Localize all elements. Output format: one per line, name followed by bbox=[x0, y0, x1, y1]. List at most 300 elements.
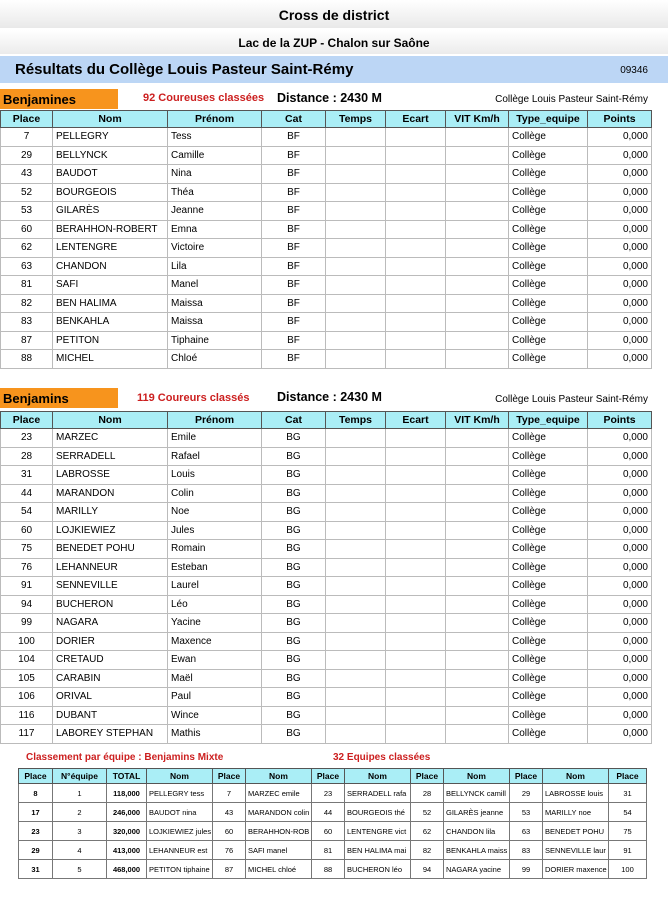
table-row bbox=[1, 669, 652, 688]
cell-points: 0,000 bbox=[588, 577, 652, 596]
cell-type: Collège bbox=[509, 540, 588, 559]
member-place: 52 bbox=[411, 803, 444, 822]
cell-temps bbox=[326, 466, 386, 485]
table-row bbox=[1, 257, 652, 276]
cell-points: 0,000 bbox=[588, 595, 652, 614]
member-name: SAFI manel bbox=[246, 841, 312, 860]
team-column-header: Place bbox=[411, 769, 444, 784]
member-place: 7 bbox=[213, 784, 246, 803]
cell-vit bbox=[446, 331, 509, 350]
cell-prenom: Wince bbox=[168, 706, 262, 725]
cell-ecart bbox=[386, 558, 446, 577]
cell-points: 0,000 bbox=[588, 669, 652, 688]
cell-cat: BG bbox=[262, 725, 326, 744]
member-place: 83 bbox=[510, 841, 543, 860]
team-number: 4 bbox=[53, 841, 107, 860]
table-row bbox=[1, 725, 652, 744]
member-name: LEHANNEUR est bbox=[147, 841, 213, 860]
cell-vit bbox=[446, 651, 509, 670]
cell-cat: BF bbox=[262, 146, 326, 165]
member-name: MICHEL chloé bbox=[246, 860, 312, 879]
school-code: 09346 bbox=[620, 65, 648, 76]
distance-label: Distance : 2430 M bbox=[277, 91, 382, 105]
table-row bbox=[1, 614, 652, 633]
cell-type: Collège bbox=[509, 183, 588, 202]
cell-place: 116 bbox=[1, 706, 53, 725]
cell-nom: BELLYNCK bbox=[53, 146, 168, 165]
member-name: PETITON tiphaine bbox=[147, 860, 213, 879]
member-place: 82 bbox=[411, 841, 444, 860]
cell-vit bbox=[446, 688, 509, 707]
cell-ecart bbox=[386, 165, 446, 184]
member-place: 60 bbox=[213, 822, 246, 841]
cell-temps bbox=[326, 429, 386, 448]
cell-cat: BF bbox=[262, 220, 326, 239]
cell-points: 0,000 bbox=[588, 688, 652, 707]
cell-temps bbox=[326, 577, 386, 596]
cell-nom: PETITON bbox=[53, 331, 168, 350]
member-name: SENNEVILLE laur bbox=[543, 841, 609, 860]
team-column-header: TOTAL bbox=[107, 769, 147, 784]
cell-vit bbox=[446, 350, 509, 369]
cell-ecart bbox=[386, 484, 446, 503]
cell-cat: BF bbox=[262, 257, 326, 276]
cell-place: 28 bbox=[1, 447, 53, 466]
cell-type: Collège bbox=[509, 257, 588, 276]
team-column-header: Place bbox=[609, 769, 647, 784]
cell-type: Collège bbox=[509, 503, 588, 522]
team-ranking-title: Classement par équipe : Benjamins Mixte bbox=[26, 752, 224, 763]
team-number: 2 bbox=[53, 803, 107, 822]
cell-cat: BF bbox=[262, 313, 326, 332]
member-place: 99 bbox=[510, 860, 543, 879]
cell-prenom: Camille bbox=[168, 146, 262, 165]
member-name: BOURGEOIS thé bbox=[345, 803, 411, 822]
cell-temps bbox=[326, 669, 386, 688]
cell-prenom: Maissa bbox=[168, 294, 262, 313]
cell-prenom: Tess bbox=[168, 128, 262, 147]
cell-points: 0,000 bbox=[588, 503, 652, 522]
cell-ecart bbox=[386, 202, 446, 221]
cell-points: 0,000 bbox=[588, 540, 652, 559]
cell-ecart bbox=[386, 706, 446, 725]
cell-points: 0,000 bbox=[588, 466, 652, 485]
cell-cat: BG bbox=[262, 669, 326, 688]
cell-place: 88 bbox=[1, 350, 53, 369]
cell-vit bbox=[446, 521, 509, 540]
cell-ecart bbox=[386, 350, 446, 369]
member-place: 23 bbox=[312, 784, 345, 803]
team-column-header: Nom bbox=[345, 769, 411, 784]
cell-cat: BG bbox=[262, 595, 326, 614]
cell-nom: BENKAHLA bbox=[53, 313, 168, 332]
team-column-header: Nom bbox=[543, 769, 609, 784]
cell-points: 0,000 bbox=[588, 632, 652, 651]
column-header: Nom bbox=[53, 111, 168, 128]
cell-points: 0,000 bbox=[588, 447, 652, 466]
distance-label: Distance : 2430 M bbox=[277, 390, 382, 404]
cell-temps bbox=[326, 313, 386, 332]
team-column-header: Nom bbox=[147, 769, 213, 784]
cell-place: 91 bbox=[1, 577, 53, 596]
cell-temps bbox=[326, 521, 386, 540]
cell-prenom: Tiphaine bbox=[168, 331, 262, 350]
cell-nom: BERAHHON-ROBERT bbox=[53, 220, 168, 239]
cell-nom: BUCHERON bbox=[53, 595, 168, 614]
cell-prenom: Emna bbox=[168, 220, 262, 239]
cell-points: 0,000 bbox=[588, 558, 652, 577]
cell-place: 117 bbox=[1, 725, 53, 744]
cell-type: Collège bbox=[509, 651, 588, 670]
cell-ecart bbox=[386, 294, 446, 313]
cell-temps bbox=[326, 688, 386, 707]
cell-points: 0,000 bbox=[588, 128, 652, 147]
cell-prenom: Esteban bbox=[168, 558, 262, 577]
team-ranking-table bbox=[18, 768, 647, 879]
member-place: 53 bbox=[510, 803, 543, 822]
cell-points: 0,000 bbox=[588, 706, 652, 725]
cell-temps bbox=[326, 540, 386, 559]
cell-type: Collège bbox=[509, 614, 588, 633]
cell-type: Collège bbox=[509, 484, 588, 503]
member-name: BERAHHON-ROB bbox=[246, 822, 312, 841]
cell-temps bbox=[326, 276, 386, 295]
column-header: Points bbox=[588, 412, 652, 429]
member-place: 81 bbox=[312, 841, 345, 860]
cell-vit bbox=[446, 429, 509, 448]
team-place: 8 bbox=[19, 784, 53, 803]
cell-type: Collège bbox=[509, 725, 588, 744]
cell-cat: BG bbox=[262, 503, 326, 522]
cell-place: 81 bbox=[1, 276, 53, 295]
cell-ecart bbox=[386, 466, 446, 485]
table-row bbox=[1, 632, 652, 651]
cell-type: Collège bbox=[509, 595, 588, 614]
cell-nom: BENEDET POHU bbox=[53, 540, 168, 559]
cell-ecart bbox=[386, 257, 446, 276]
header-row bbox=[19, 769, 647, 784]
cell-cat: BG bbox=[262, 540, 326, 559]
table-row bbox=[1, 165, 652, 184]
cell-place: 82 bbox=[1, 294, 53, 313]
cell-ecart bbox=[386, 521, 446, 540]
column-header: Type_equipe bbox=[509, 111, 588, 128]
member-name: GILARÈS jeanne bbox=[444, 803, 510, 822]
member-place: 63 bbox=[510, 822, 543, 841]
results-table-benjamins bbox=[0, 411, 652, 744]
cell-ecart bbox=[386, 725, 446, 744]
cell-place: 29 bbox=[1, 146, 53, 165]
cell-vit bbox=[446, 595, 509, 614]
member-place: 91 bbox=[609, 841, 647, 860]
table-row bbox=[1, 447, 652, 466]
table-row bbox=[1, 220, 652, 239]
school-banner bbox=[0, 56, 668, 83]
cell-points: 0,000 bbox=[588, 294, 652, 313]
cell-type: Collège bbox=[509, 706, 588, 725]
cell-type: Collège bbox=[509, 294, 588, 313]
cell-ecart bbox=[386, 429, 446, 448]
cell-prenom: Chloé bbox=[168, 350, 262, 369]
cell-place: 23 bbox=[1, 429, 53, 448]
cell-points: 0,000 bbox=[588, 239, 652, 258]
cell-prenom: Rafael bbox=[168, 447, 262, 466]
cell-temps bbox=[326, 706, 386, 725]
cell-temps bbox=[326, 447, 386, 466]
cell-nom: MARZEC bbox=[53, 429, 168, 448]
cell-place: 60 bbox=[1, 521, 53, 540]
cell-place: 62 bbox=[1, 239, 53, 258]
member-place: 43 bbox=[213, 803, 246, 822]
cell-nom: CARABIN bbox=[53, 669, 168, 688]
cell-vit bbox=[446, 447, 509, 466]
column-header: Place bbox=[1, 412, 53, 429]
cell-prenom: Léo bbox=[168, 595, 262, 614]
cell-nom: CRETAUD bbox=[53, 651, 168, 670]
cell-place: 100 bbox=[1, 632, 53, 651]
cell-vit bbox=[446, 276, 509, 295]
cell-place: 105 bbox=[1, 669, 53, 688]
cell-cat: BG bbox=[262, 632, 326, 651]
cell-place: 104 bbox=[1, 651, 53, 670]
cell-place: 75 bbox=[1, 540, 53, 559]
cell-prenom: Théa bbox=[168, 183, 262, 202]
cell-cat: BG bbox=[262, 558, 326, 577]
cell-temps bbox=[326, 331, 386, 350]
team-column-header: Place bbox=[19, 769, 53, 784]
cell-vit bbox=[446, 614, 509, 633]
cell-ecart bbox=[386, 146, 446, 165]
category-label-benjamines: Benjamines bbox=[0, 89, 118, 109]
cell-ecart bbox=[386, 540, 446, 559]
cell-vit bbox=[446, 257, 509, 276]
cell-vit bbox=[446, 220, 509, 239]
table-row bbox=[1, 128, 652, 147]
cell-vit bbox=[446, 484, 509, 503]
cell-cat: BG bbox=[262, 429, 326, 448]
column-header: Nom bbox=[53, 412, 168, 429]
team-place: 29 bbox=[19, 841, 53, 860]
member-place: 60 bbox=[312, 822, 345, 841]
member-place: 28 bbox=[411, 784, 444, 803]
cell-ecart bbox=[386, 595, 446, 614]
table-row bbox=[1, 577, 652, 596]
cell-type: Collège bbox=[509, 128, 588, 147]
cell-type: Collège bbox=[509, 466, 588, 485]
team-total: 468,000 bbox=[107, 860, 147, 879]
cell-place: 87 bbox=[1, 331, 53, 350]
cell-prenom: Paul bbox=[168, 688, 262, 707]
column-header: Ecart bbox=[386, 412, 446, 429]
cell-vit bbox=[446, 577, 509, 596]
team-column-header: N°équipe bbox=[53, 769, 107, 784]
cell-cat: BF bbox=[262, 239, 326, 258]
table-row bbox=[1, 202, 652, 221]
cell-type: Collège bbox=[509, 276, 588, 295]
cell-ecart bbox=[386, 503, 446, 522]
team-row bbox=[19, 841, 647, 860]
cell-type: Collège bbox=[509, 202, 588, 221]
cell-ecart bbox=[386, 331, 446, 350]
cell-cat: BG bbox=[262, 466, 326, 485]
cell-points: 0,000 bbox=[588, 313, 652, 332]
cell-points: 0,000 bbox=[588, 165, 652, 184]
results-title: Résultats du Collège Louis Pasteur Saint-Rémy bbox=[15, 61, 354, 78]
column-header: Ecart bbox=[386, 111, 446, 128]
cell-vit bbox=[446, 503, 509, 522]
member-place: 100 bbox=[609, 860, 647, 879]
cell-prenom: Ewan bbox=[168, 651, 262, 670]
cell-type: Collège bbox=[509, 632, 588, 651]
cell-temps bbox=[326, 128, 386, 147]
cell-vit bbox=[446, 540, 509, 559]
team-column-header: Place bbox=[312, 769, 345, 784]
cell-ecart bbox=[386, 447, 446, 466]
cell-nom: LABOREY STEPHAN bbox=[53, 725, 168, 744]
header-row bbox=[1, 412, 652, 429]
member-place: 29 bbox=[510, 784, 543, 803]
cell-nom: BAUDOT bbox=[53, 165, 168, 184]
cell-vit bbox=[446, 313, 509, 332]
member-name: SERRADELL rafa bbox=[345, 784, 411, 803]
cell-nom: MARANDON bbox=[53, 484, 168, 503]
table-row bbox=[1, 429, 652, 448]
cell-cat: BG bbox=[262, 651, 326, 670]
cell-type: Collège bbox=[509, 447, 588, 466]
column-header: VIT Km/h bbox=[446, 412, 509, 429]
team-number: 1 bbox=[53, 784, 107, 803]
cell-nom: LENTENGRE bbox=[53, 239, 168, 258]
member-place: 31 bbox=[609, 784, 647, 803]
cell-type: Collège bbox=[509, 331, 588, 350]
cell-temps bbox=[326, 257, 386, 276]
cell-nom: MARILLY bbox=[53, 503, 168, 522]
cell-prenom: Lila bbox=[168, 257, 262, 276]
event-location: Lac de la ZUP - Chalon sur Saône bbox=[0, 30, 668, 54]
cell-prenom: Victoire bbox=[168, 239, 262, 258]
cell-type: Collège bbox=[509, 669, 588, 688]
cell-place: 54 bbox=[1, 503, 53, 522]
cell-nom: SENNEVILLE bbox=[53, 577, 168, 596]
member-place: 87 bbox=[213, 860, 246, 879]
team-row bbox=[19, 822, 647, 841]
member-name: PELLEGRY tess bbox=[147, 784, 213, 803]
team-place: 23 bbox=[19, 822, 53, 841]
member-place: 54 bbox=[609, 803, 647, 822]
cell-cat: BG bbox=[262, 447, 326, 466]
cell-ecart bbox=[386, 220, 446, 239]
cell-cat: BF bbox=[262, 183, 326, 202]
cell-points: 0,000 bbox=[588, 257, 652, 276]
cell-ecart bbox=[386, 276, 446, 295]
table-row bbox=[1, 146, 652, 165]
cell-nom: DORIER bbox=[53, 632, 168, 651]
team-total: 413,000 bbox=[107, 841, 147, 860]
cell-nom: NAGARA bbox=[53, 614, 168, 633]
cell-cat: BG bbox=[262, 521, 326, 540]
cell-temps bbox=[326, 220, 386, 239]
column-header: Cat bbox=[262, 412, 326, 429]
cell-temps bbox=[326, 595, 386, 614]
table-row bbox=[1, 484, 652, 503]
team-column-header: Nom bbox=[444, 769, 510, 784]
team-row bbox=[19, 803, 647, 822]
cell-nom: CHANDON bbox=[53, 257, 168, 276]
member-name: MARZEC emile bbox=[246, 784, 312, 803]
member-name: MARILLY noe bbox=[543, 803, 609, 822]
cell-nom: MICHEL bbox=[53, 350, 168, 369]
table-row bbox=[1, 595, 652, 614]
column-header: Cat bbox=[262, 111, 326, 128]
cell-place: 44 bbox=[1, 484, 53, 503]
cell-temps bbox=[326, 202, 386, 221]
cell-temps bbox=[326, 503, 386, 522]
cell-points: 0,000 bbox=[588, 220, 652, 239]
cell-points: 0,000 bbox=[588, 614, 652, 633]
cell-type: Collège bbox=[509, 165, 588, 184]
cell-prenom: Noe bbox=[168, 503, 262, 522]
cell-place: 99 bbox=[1, 614, 53, 633]
member-name: BELLYNCK camill bbox=[444, 784, 510, 803]
cell-temps bbox=[326, 558, 386, 577]
cell-cat: BF bbox=[262, 165, 326, 184]
cell-temps bbox=[326, 146, 386, 165]
cell-place: 60 bbox=[1, 220, 53, 239]
cell-nom: BEN HALIMA bbox=[53, 294, 168, 313]
cell-prenom: Nina bbox=[168, 165, 262, 184]
team-total: 118,000 bbox=[107, 784, 147, 803]
cell-prenom: Colin bbox=[168, 484, 262, 503]
member-place: 62 bbox=[411, 822, 444, 841]
member-name: BENEDET POHU bbox=[543, 822, 609, 841]
cell-temps bbox=[326, 725, 386, 744]
team-column-header: Place bbox=[213, 769, 246, 784]
cell-nom: LEHANNEUR bbox=[53, 558, 168, 577]
member-place: 44 bbox=[312, 803, 345, 822]
member-name: CHANDON lila bbox=[444, 822, 510, 841]
cell-place: 53 bbox=[1, 202, 53, 221]
cell-place: 52 bbox=[1, 183, 53, 202]
member-place: 76 bbox=[213, 841, 246, 860]
cell-vit bbox=[446, 706, 509, 725]
cell-temps bbox=[326, 632, 386, 651]
cell-cat: BG bbox=[262, 688, 326, 707]
table-row bbox=[1, 503, 652, 522]
cell-vit bbox=[446, 146, 509, 165]
member-name: NAGARA yacine bbox=[444, 860, 510, 879]
cell-temps bbox=[326, 165, 386, 184]
cell-cat: BF bbox=[262, 276, 326, 295]
cell-vit bbox=[446, 466, 509, 485]
cell-type: Collège bbox=[509, 577, 588, 596]
team-column-header: Place bbox=[510, 769, 543, 784]
cell-ecart bbox=[386, 577, 446, 596]
cell-vit bbox=[446, 239, 509, 258]
cell-ecart bbox=[386, 651, 446, 670]
category-label-benjamins: Benjamins bbox=[0, 388, 118, 408]
cell-type: Collège bbox=[509, 521, 588, 540]
cell-vit bbox=[446, 128, 509, 147]
cell-temps bbox=[326, 183, 386, 202]
member-name: BEN HALIMA mai bbox=[345, 841, 411, 860]
cell-points: 0,000 bbox=[588, 146, 652, 165]
cell-points: 0,000 bbox=[588, 521, 652, 540]
member-place: 94 bbox=[411, 860, 444, 879]
table-row bbox=[1, 466, 652, 485]
table-row bbox=[1, 331, 652, 350]
table-row bbox=[1, 688, 652, 707]
cell-cat: BF bbox=[262, 202, 326, 221]
